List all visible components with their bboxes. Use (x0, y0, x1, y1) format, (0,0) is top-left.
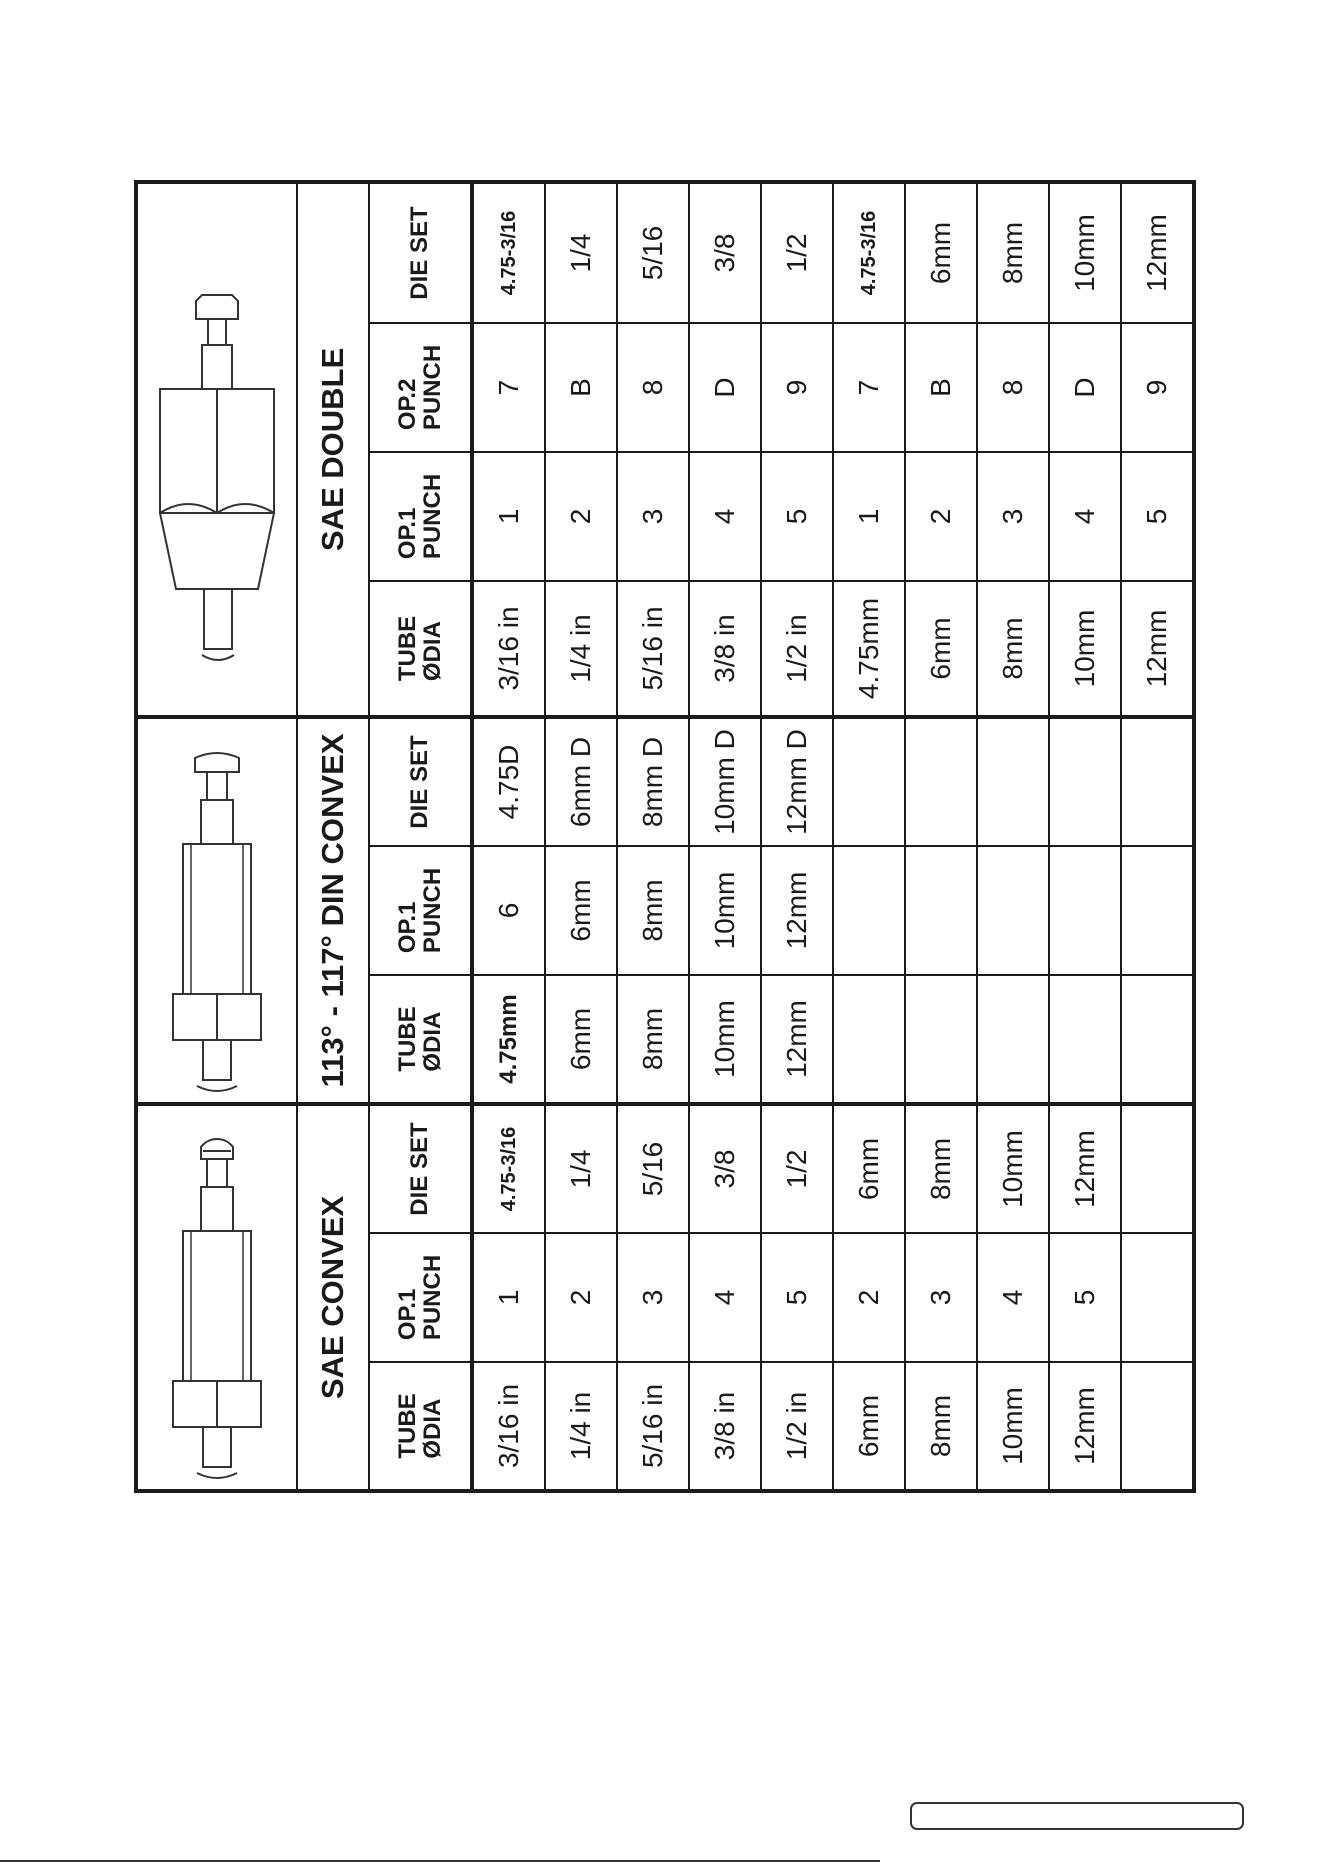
table-cell: 8mm (617, 975, 689, 1104)
table-cell: 2 (833, 1233, 905, 1362)
table-cell: 6mm (545, 846, 617, 975)
table-cell: 3 (905, 1233, 977, 1362)
table-cell: 5/16 (617, 1104, 689, 1233)
header-text: OP.1 PUNCH (393, 867, 446, 954)
table-cell (905, 846, 977, 975)
table-cell: 4.75-3/16 (833, 182, 905, 323)
header-text: TUBE ØDIA (393, 1006, 446, 1072)
table-row (1049, 182, 1121, 1491)
table-cell: 7 (833, 323, 905, 452)
table-cell: 1 (833, 452, 905, 581)
table-cell: 9 (1121, 323, 1194, 452)
header-text: OP.2 PUNCH (393, 344, 446, 431)
table-row (833, 182, 905, 1491)
table-cell (1049, 846, 1121, 975)
table-cell (833, 846, 905, 975)
din-convex-punch-icon (157, 721, 277, 1101)
table-cell: 6mm (905, 581, 977, 717)
table-cell: 8 (617, 323, 689, 452)
table-cell (905, 717, 977, 846)
column-header (369, 581, 472, 717)
table-cell: 5 (1049, 1233, 1121, 1362)
column-header (369, 182, 472, 323)
table-cell: 1/4 in (545, 581, 617, 717)
column-header (369, 323, 472, 452)
table-cell: 5 (1121, 452, 1194, 581)
table-cell: 7 (472, 323, 545, 452)
table-cell: 1/4 (545, 182, 617, 323)
table-cell: 6mm (833, 1104, 905, 1233)
table-cell: 8mm (617, 846, 689, 975)
column-header (369, 1104, 472, 1233)
table-cell: 8mm D (617, 717, 689, 846)
table-row (1121, 182, 1194, 1491)
table-cell: 3 (977, 452, 1049, 581)
table-cell: 3/8 (689, 182, 761, 323)
table-cell: 4 (1049, 452, 1121, 581)
table-cell: 5/16 in (617, 581, 689, 717)
table-cell: 10mm D (689, 717, 761, 846)
table-cell: 6mm (905, 182, 977, 323)
table-cell: 4.75D (472, 717, 545, 846)
table-cell: 1/4 in (545, 1362, 617, 1491)
table-cell: 12mm (1049, 1104, 1121, 1233)
table-cell: 8mm (977, 182, 1049, 323)
table-cell: B (905, 323, 977, 452)
table-cell: 8mm (977, 581, 1049, 717)
punch-die-chart (134, 180, 1196, 1493)
table-cell: B (545, 323, 617, 452)
table-cell: 3 (617, 1233, 689, 1362)
table-cell: 8 (977, 323, 1049, 452)
table-cell: 5/16 (617, 182, 689, 323)
table-cell: 10mm (977, 1104, 1049, 1233)
table-cell: 10mm (689, 846, 761, 975)
table-cell (977, 975, 1049, 1104)
table-row (689, 182, 761, 1491)
sae-convex-title: SAE CONVEX (297, 1104, 369, 1491)
sae-double-punch-icon (152, 210, 282, 690)
table-cell (977, 846, 1049, 975)
header-text: TUBE ØDIA (393, 1393, 446, 1459)
table-cell: 3/16 in (472, 581, 545, 717)
table-cell (977, 717, 1049, 846)
table-cell: 12mm (1121, 182, 1194, 323)
column-header (369, 1233, 472, 1362)
table-cell: D (1049, 323, 1121, 452)
table-cell (1121, 1233, 1194, 1362)
table-cell: 12mm (1049, 1362, 1121, 1491)
table-cell: 5 (761, 452, 833, 581)
table-cell (1121, 975, 1194, 1104)
table-cell (1121, 717, 1194, 846)
rotated-table-container (134, 184, 1195, 1493)
table-cell: 3/16 in (472, 1362, 545, 1491)
table-row (761, 182, 833, 1491)
table-cell: 10mm (689, 975, 761, 1104)
table-cell: 4.75-3/16 (472, 1104, 545, 1233)
table-cell: 6mm (833, 1362, 905, 1491)
table-cell: 12mm D (761, 717, 833, 846)
table-cell (1049, 717, 1121, 846)
header-text: OP.1 PUNCH (393, 1254, 446, 1341)
table-cell (1121, 846, 1194, 975)
table-cell: 1/2 in (761, 581, 833, 717)
table-cell: 3 (617, 452, 689, 581)
sae-convex-diagram-cell (136, 1104, 297, 1491)
table-cell: 2 (545, 452, 617, 581)
table-row (905, 182, 977, 1491)
table-cell: 1 (472, 452, 545, 581)
din-convex-diagram-cell (136, 717, 297, 1104)
table-cell: 4.75mm (472, 975, 545, 1104)
table-cell: 10mm (977, 1362, 1049, 1491)
table-cell: 9 (761, 323, 833, 452)
table-cell: 6mm (545, 975, 617, 1104)
table-cell: 3/8 in (689, 581, 761, 717)
table-cell (1121, 1362, 1194, 1491)
table-cell (1121, 1104, 1194, 1233)
table-row (545, 182, 617, 1491)
table-cell: 4.75mm (833, 581, 905, 717)
sae-double-title: SAE DOUBLE (297, 182, 369, 717)
table-row (472, 182, 545, 1491)
header-text: DIE SET (406, 735, 434, 829)
din-convex-title: 113° - 117° DIN CONVEX (297, 717, 369, 1104)
table-cell: 5 (761, 1233, 833, 1362)
header-text: TUBE ØDIA (393, 615, 446, 682)
table-cell: 4.75-3/16 (472, 182, 545, 323)
table-cell: 10mm (1049, 182, 1121, 323)
table-cell (833, 717, 905, 846)
table-cell: 5/16 in (617, 1362, 689, 1491)
table-cell: 4 (977, 1233, 1049, 1362)
table-cell: 8mm (905, 1362, 977, 1491)
bottom-rule (0, 1860, 880, 1862)
column-header (369, 717, 472, 846)
column-header (369, 975, 472, 1104)
footer-box (910, 1802, 1244, 1830)
table-row (977, 182, 1049, 1491)
table-cell: 12mm (761, 975, 833, 1104)
table-cell: 1/4 (545, 1104, 617, 1233)
table-cell: 12mm (761, 846, 833, 975)
table-cell: 2 (905, 452, 977, 581)
table-cell: 4 (689, 1233, 761, 1362)
column-header (369, 846, 472, 975)
table-cell: 4 (689, 452, 761, 581)
table-cell: 1/2 (761, 182, 833, 323)
table-cell (905, 975, 977, 1104)
table-row (617, 182, 689, 1491)
sae-double-diagram-cell (136, 182, 297, 717)
table-cell: 1 (472, 1233, 545, 1362)
table-cell: 1/2 (761, 1104, 833, 1233)
table-cell (1049, 975, 1121, 1104)
table-cell: 3/8 (689, 1104, 761, 1233)
header-text: DIE SET (406, 1122, 434, 1216)
table-cell: 2 (545, 1233, 617, 1362)
column-header (369, 452, 472, 581)
table-cell: 10mm (1049, 581, 1121, 717)
table-cell (833, 975, 905, 1104)
table-cell: 8mm (905, 1104, 977, 1233)
header-text: DIE SET (406, 206, 434, 300)
table-cell: D (689, 323, 761, 452)
column-header (369, 1362, 472, 1491)
table-cell: 6 (472, 846, 545, 975)
header-text: OP.1 PUNCH (393, 473, 446, 560)
table-cell: 6mm D (545, 717, 617, 846)
sae-convex-punch-icon (157, 1108, 277, 1488)
table-cell: 3/8 in (689, 1362, 761, 1491)
table-cell: 12mm (1121, 581, 1194, 717)
table-cell: 1/2 in (761, 1362, 833, 1491)
